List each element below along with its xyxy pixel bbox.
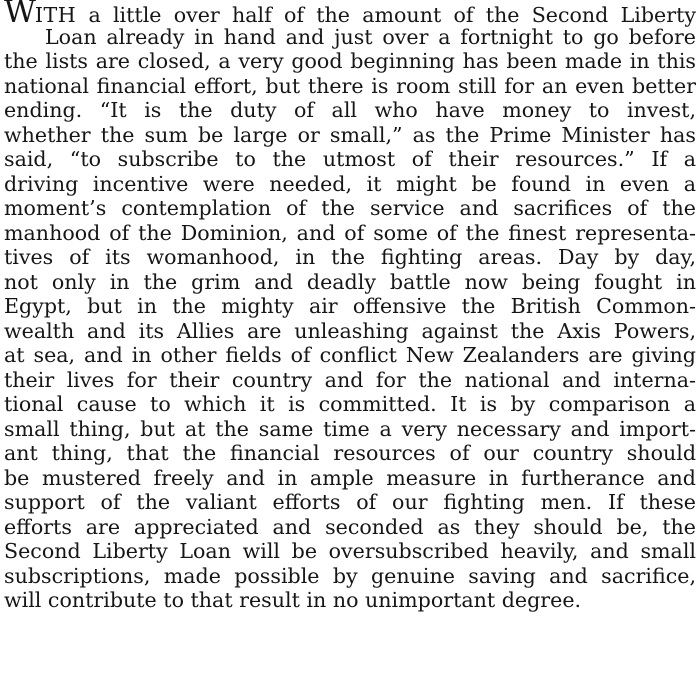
article-line-18: small thing, but at the same time a very necessary and import- bbox=[4, 416, 696, 441]
opening-line-text: a little over half of the amount of the Second Liberty bbox=[76, 3, 696, 27]
article-line-3: the lists are closed, a very good beginning has been made in this bbox=[4, 49, 696, 73]
article-line-21: support of the valiant efforts of our fighting men. If these bbox=[4, 490, 696, 514]
article-line-22: efforts are appreciated and seconded as they should be, the bbox=[4, 514, 696, 539]
article-line-9: moment’s contemplation of the service and sacrifices of the bbox=[4, 196, 696, 220]
article-line-1 bbox=[4, 0, 696, 30]
article-line-20: be mustered freely and in ample measure in furtherance and bbox=[4, 465, 696, 490]
article-line-13: Egypt, but in the mighty air offensive the British Common- bbox=[4, 294, 696, 318]
article-line-15: at sea, and in other fields of conflict New Zealanders are giving bbox=[4, 343, 696, 367]
article-line-10: manhood of the Dominion, and of some of the finest representa- bbox=[4, 220, 696, 245]
article-line-11: tives of its womanhood, in the fighting areas. Day by day, bbox=[4, 245, 696, 269]
small-caps-opening: ITH bbox=[34, 3, 77, 27]
article-line-16: their lives for their country and for the national and interna- bbox=[4, 367, 696, 392]
article-line-23: Second Liberty Loan will be oversubscribed heavily, and small bbox=[4, 539, 696, 563]
editorial-article bbox=[4, 0, 696, 613]
article-line-7: said, “to subscribe to the utmost of their resources.” If a bbox=[4, 147, 696, 171]
article-line-5: ending. “It is the duty of all who have money to invest, bbox=[4, 98, 696, 122]
article-line-8: driving incentive were needed, it might be found in even a bbox=[4, 171, 696, 196]
drop-cap: W bbox=[4, 0, 35, 30]
article-line-19: ant thing, that the financial resources of our country should bbox=[4, 441, 696, 465]
article-line-14: wealth and its Allies are unleashing against the Axis Powers, bbox=[4, 318, 696, 343]
article-line-6: whether the sum be large or small,” as the Prime Minister has bbox=[4, 122, 696, 147]
article-line-4: national financial effort, but there is room still for an even better bbox=[4, 73, 696, 98]
article-line-12: not only in the grim and deadly battle now being fought in bbox=[4, 269, 696, 294]
article-line-17: tional cause to which it is committed. It is by comparison a bbox=[4, 392, 696, 416]
article-line-24: subscriptions, made possible by genuine saving and sacrifice, bbox=[4, 563, 696, 588]
article-line-2: Loan already in hand and just over a fortnight to go before bbox=[45, 24, 696, 49]
article-line-25: will contribute to that result in no unimportant degree. bbox=[4, 588, 582, 612]
